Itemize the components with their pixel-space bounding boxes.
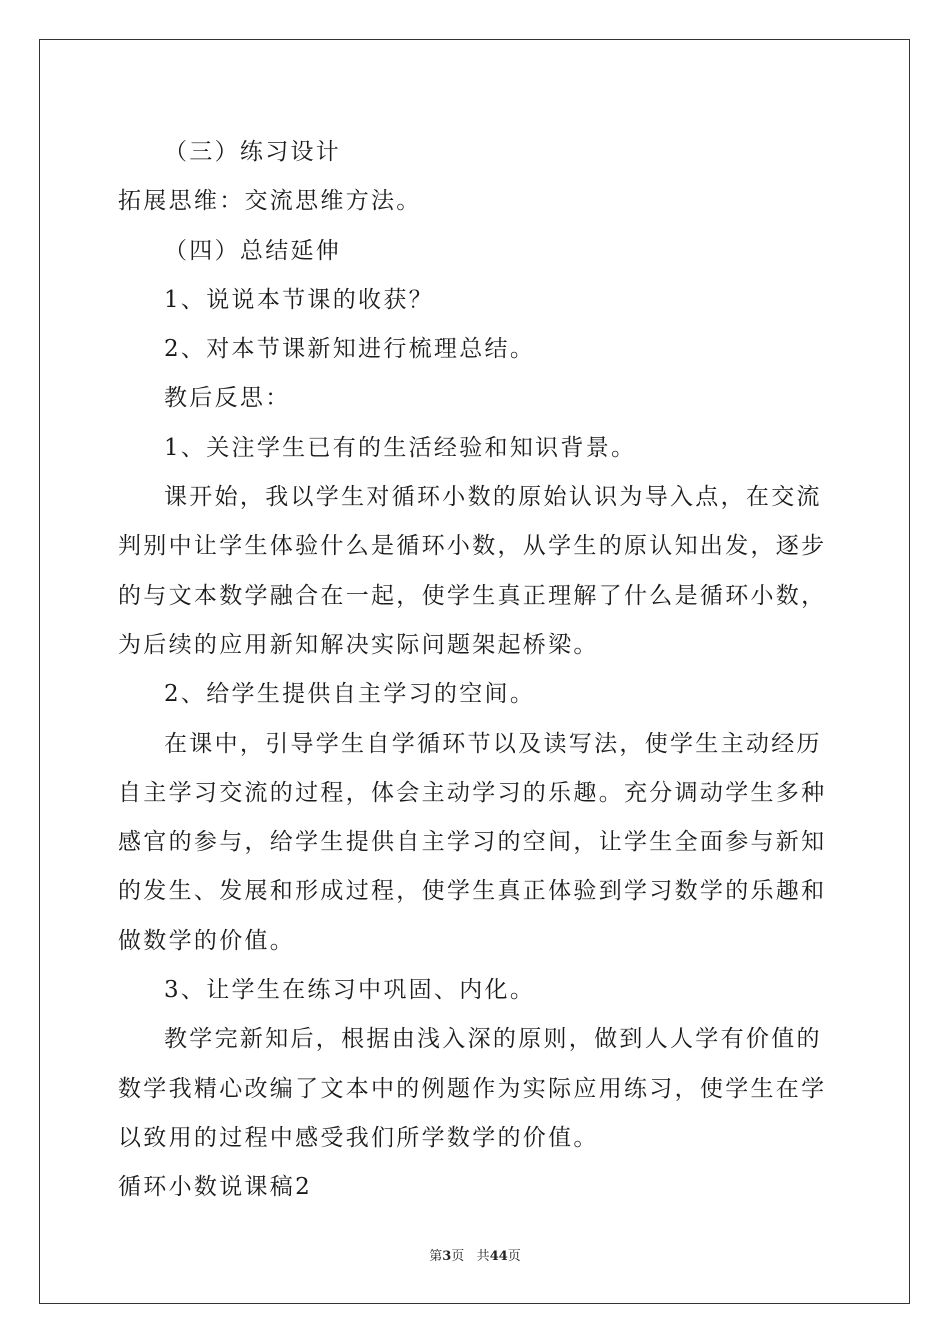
paragraph-4: 1、说说本节课的收获？ <box>164 286 434 313</box>
paragraph-11: 3、让学生在练习中巩固、内化。 <box>164 977 536 1004</box>
paragraph-9: 2、给学生提供自主学习的空间。 <box>164 681 536 708</box>
paragraph-12: 教学完新知后，根据由浅入深的原则，做到人人学有价值的数学我精心改编了文本中的例题作为实际应用练习，使学生在学以致用的过程中感受我们所学数学的价值。 <box>118 1026 827 1151</box>
footer-page-number: 3 <box>442 1249 452 1264</box>
footer-total-suffix: 页 <box>507 1249 521 1264</box>
footer-page-suffix: 页 <box>451 1249 465 1264</box>
paragraph-1: （三）练习设计 <box>164 139 342 165</box>
paragraph-8: 课开始，我以学生对循环小数的原始认识为导入点，在交流判别中让学生体验什么是循环小数，从学生的原认知出发，逐步的与文本数学融合在一起，使学生真正理解了什么是循环小数，为后续的应用新知解决实际问题架起桥梁。 <box>118 484 827 658</box>
paragraph-6: 教后反思： <box>164 385 291 412</box>
footer-prefix: 第 <box>429 1249 443 1264</box>
page-footer <box>0 1245 950 1264</box>
paragraph-2: 拓展思维：交流思维方法。 <box>118 188 422 215</box>
footer-total-prefix: 共 <box>476 1249 490 1264</box>
paragraph-5: 2、对本节课新知进行梳理总结。 <box>164 336 536 363</box>
paragraph-7: 1、关注学生已有的生活经验和知识背景。 <box>164 434 637 461</box>
paragraph-3: （四）总结延伸 <box>164 237 342 264</box>
footer-total-pages: 44 <box>489 1249 508 1264</box>
paragraph-10: 在课中，引导学生自学循环节以及读写法，使学生主动经历自主学习交流的过程，体会主动学习的乐趣。充分调动学生多种感官的参与，给学生提供自主学习的空间，让学生全面参与新知的发生、发展和形成过程，使学生真正体验到学习数学的乐趣和做数学的价值。 <box>118 730 827 954</box>
document-body <box>118 128 836 1213</box>
section-heading: 循环小数说课稿2 <box>118 1174 313 1201</box>
